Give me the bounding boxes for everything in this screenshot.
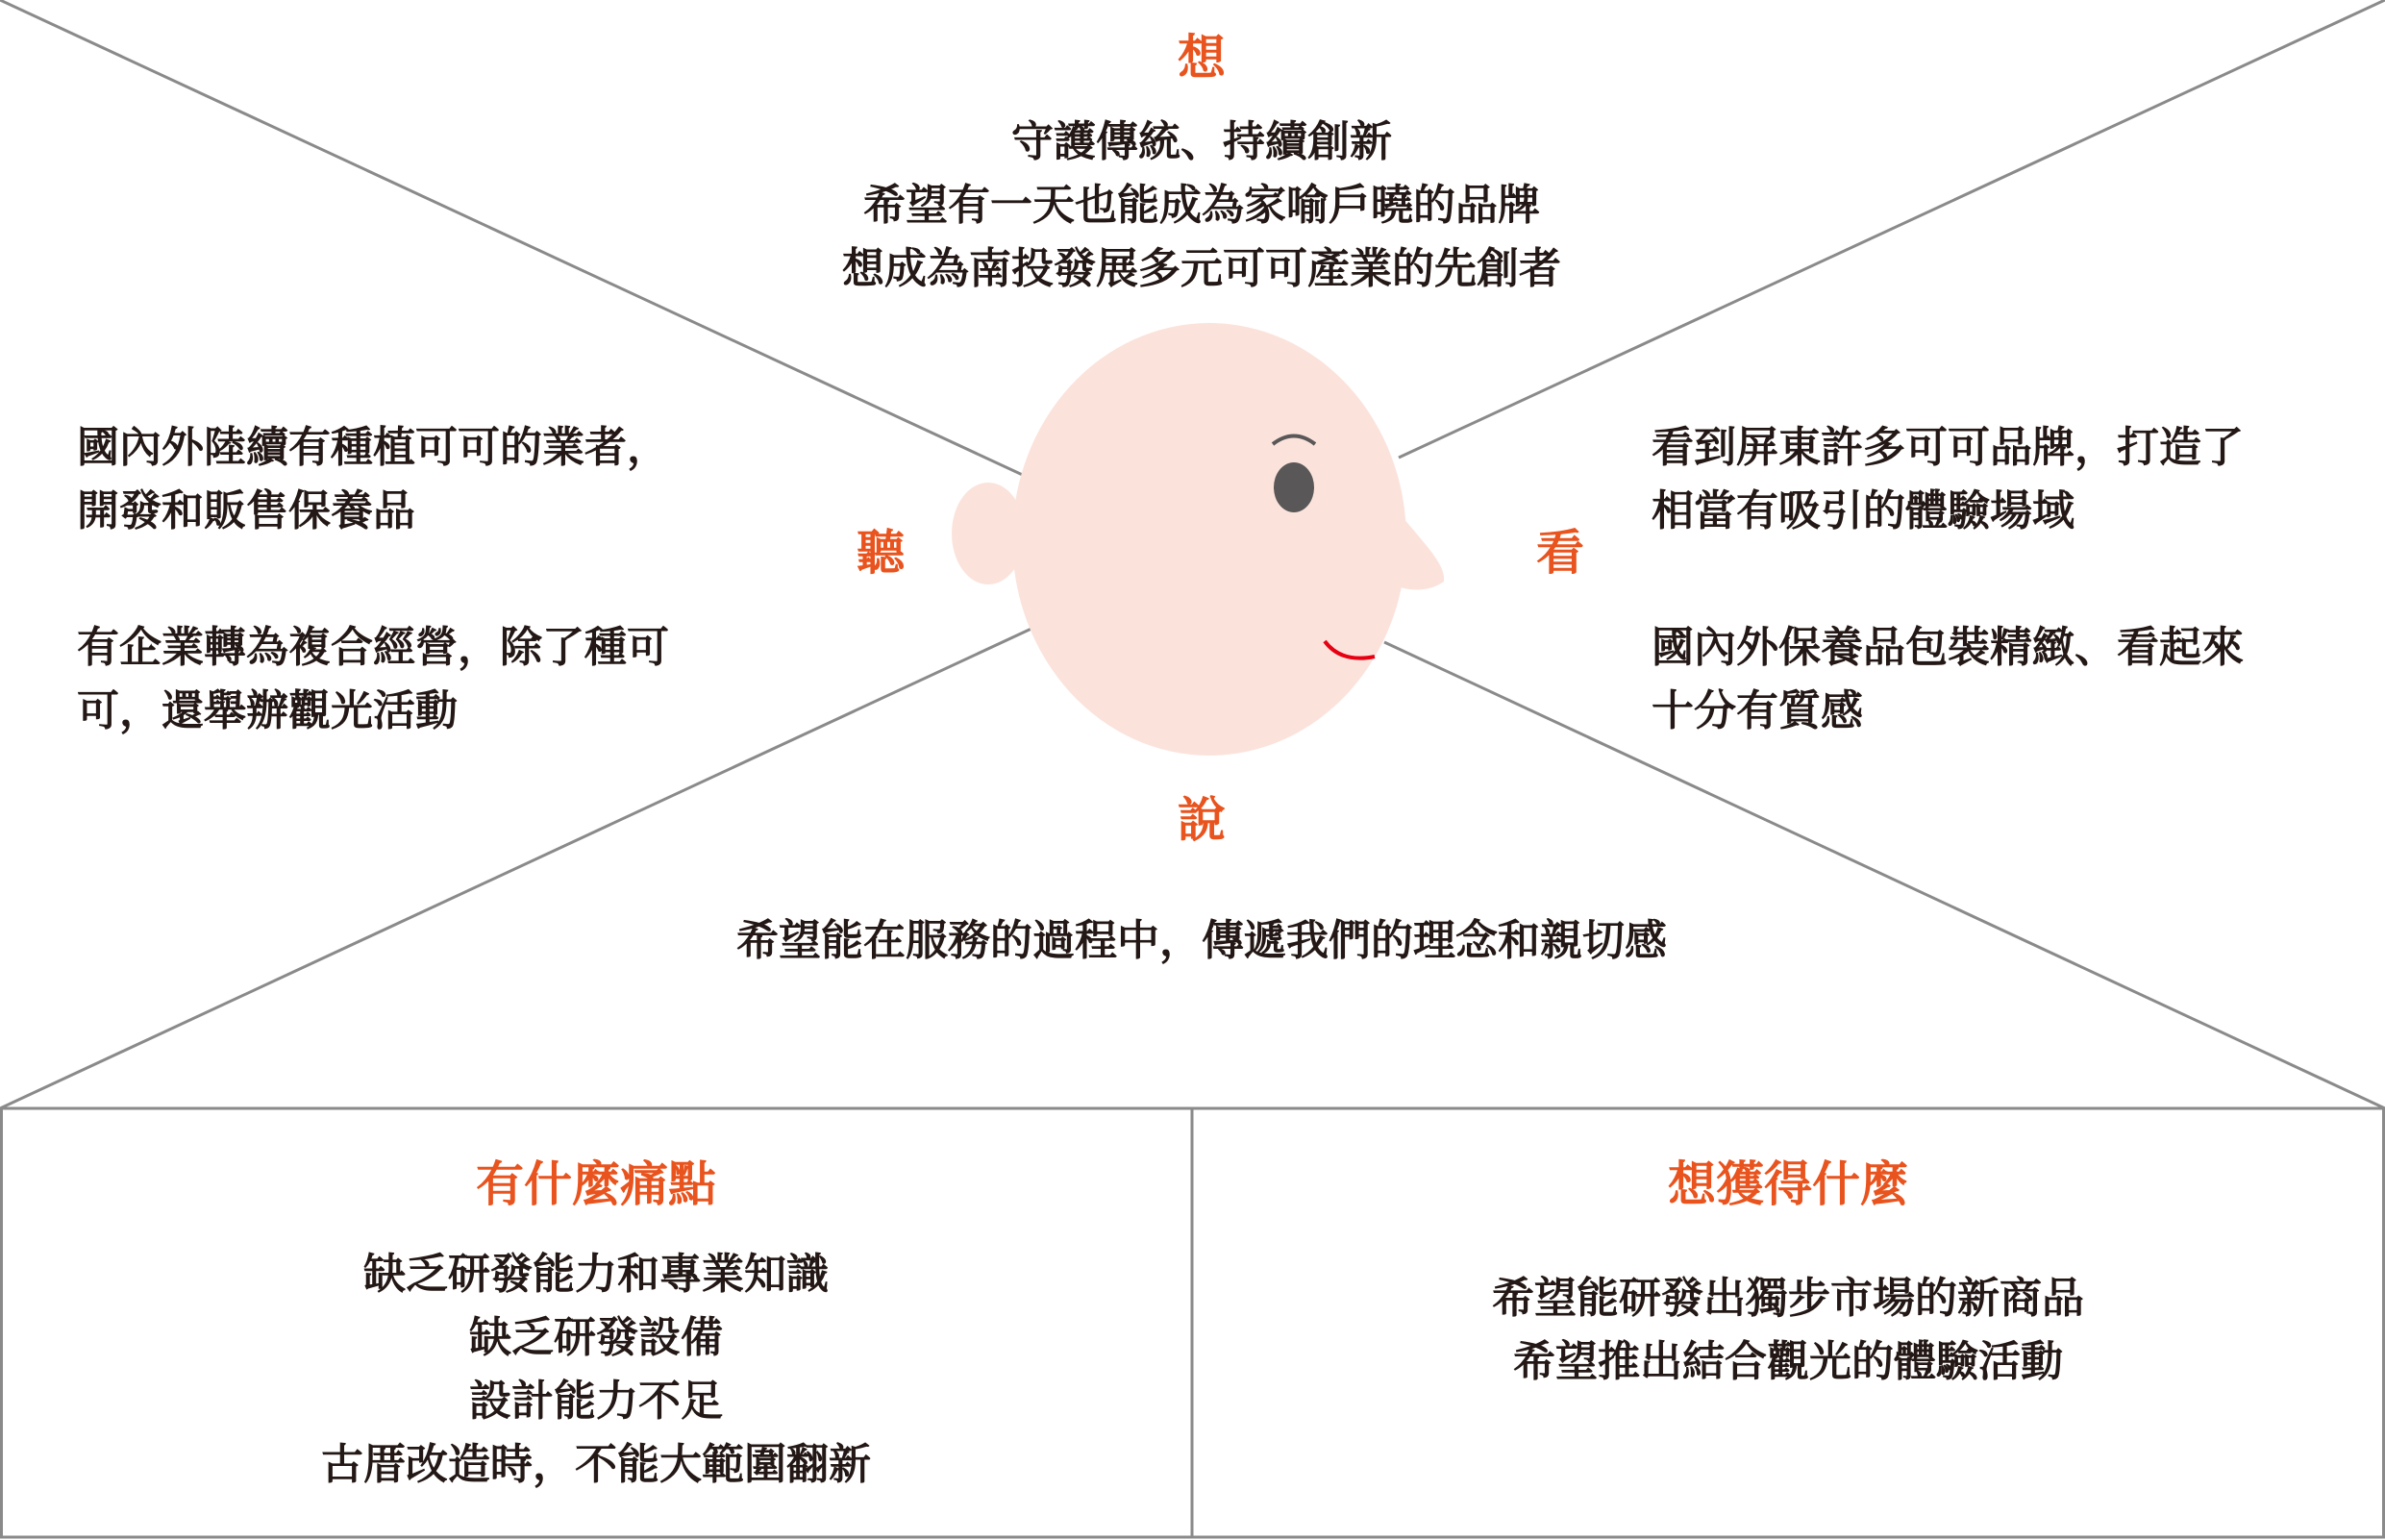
think-line: 希望有一天也能成為家喻戶曉的品牌 bbox=[863, 181, 1540, 230]
gain-text bbox=[1365, 1267, 2211, 1394]
pain-line: 缺乏研發能力和專業知識 bbox=[363, 1250, 829, 1299]
gain-heading: 想獲得什麼 bbox=[1668, 1156, 1908, 1212]
think-line: 想成為南投發展多元可可產業的先創者 bbox=[842, 244, 1561, 293]
gain-line: 希望推出結合觀光的體驗活動 bbox=[1513, 1337, 2063, 1386]
think-line: 守護傳統、持續創新 bbox=[1011, 117, 1392, 166]
say-line: 希望能在服務的過程中，傳遞我們的理念和親切感 bbox=[736, 916, 1667, 965]
see-line: 十分有質感 bbox=[1652, 686, 1863, 735]
hear-heading: 聽 bbox=[857, 525, 905, 581]
pain-heading: 有什麼痛點 bbox=[476, 1156, 716, 1212]
see-line bbox=[1652, 543, 2363, 616]
say-heading: 說 bbox=[1178, 792, 1226, 848]
head-shape bbox=[1012, 323, 1406, 756]
eye bbox=[1274, 462, 1314, 512]
hear-line: 可，還舉辦觀光活動 bbox=[77, 686, 458, 735]
see-line: 國內外保養品包裝精緻、看起來 bbox=[1652, 623, 2244, 672]
pain-line: 缺乏研發設備 bbox=[469, 1313, 723, 1362]
gain-line: 希望能研發出獨步市場的新商品 bbox=[1492, 1274, 2084, 1323]
think-heading: 想 bbox=[1178, 30, 1226, 86]
pain-line: 古厝改造時，不能大範圍翻新 bbox=[321, 1440, 871, 1489]
see-text bbox=[1652, 416, 2363, 743]
say-text bbox=[615, 909, 1788, 973]
see-line: 看到屏東許多可可品牌，打造了 bbox=[1652, 423, 2244, 472]
hear-line: 有企業轉為複合經營，除了種可 bbox=[77, 623, 669, 672]
pain-text bbox=[211, 1243, 981, 1497]
hear-line: 國內外陸續有種植可可的業者， bbox=[77, 423, 669, 472]
see-heading: 看 bbox=[1536, 525, 1584, 581]
pain-line: 設計能力不足 bbox=[469, 1377, 723, 1426]
hear-line bbox=[77, 543, 788, 616]
see-line: 相當有吸引的體驗場域 bbox=[1652, 486, 2074, 535]
face-illustration bbox=[952, 323, 1444, 756]
hear-line: 開發和販售保養品 bbox=[77, 486, 415, 535]
think-text bbox=[711, 111, 1692, 301]
hear-text bbox=[77, 416, 788, 743]
